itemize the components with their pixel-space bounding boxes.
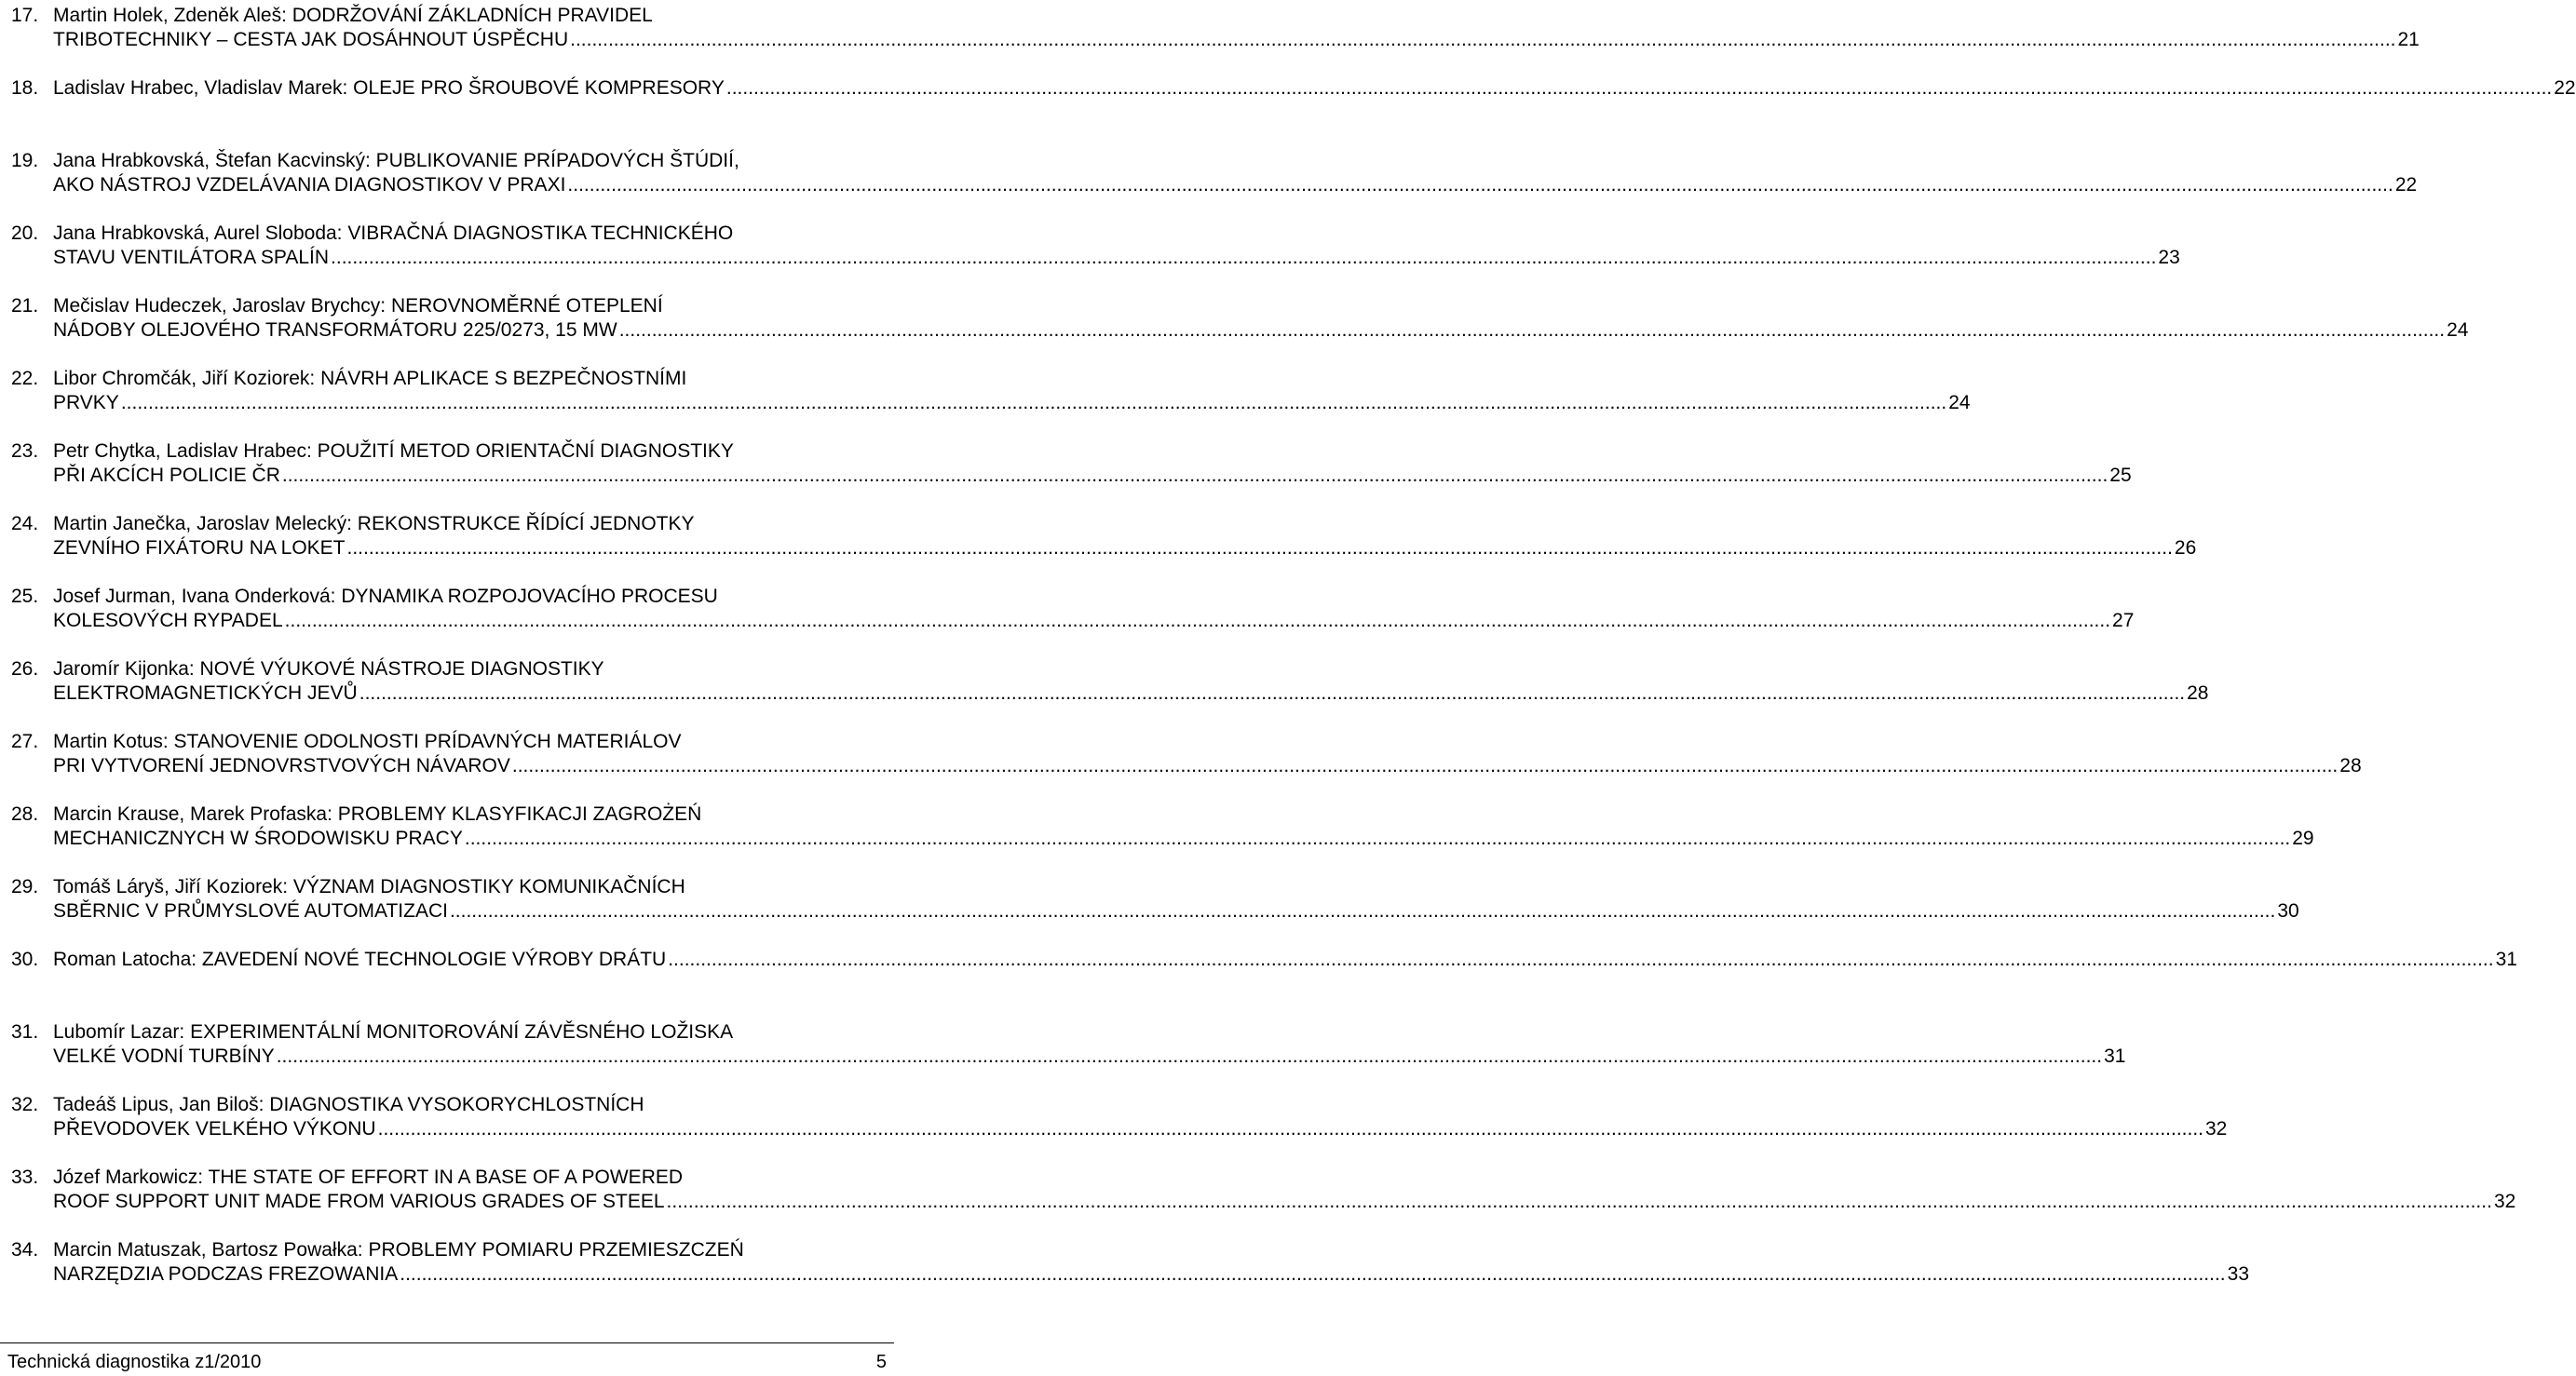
toc-entry-body <box>53 149 2418 197</box>
toc-entry-number: 24. <box>11 513 39 534</box>
toc-entry-number: 33. <box>11 1167 39 1188</box>
dot-leader <box>331 246 2156 270</box>
toc-entry-title-line: Martin Kotus: STANOVENIE ODOLNOSTI PRÍDAVNÝCH MATERIÁLOV <box>53 731 682 752</box>
toc-entry-title-line: MECHANICZNYCH W ŚRODOWISKU PRACY <box>53 828 463 849</box>
toc-entry-last-line <box>53 28 2420 52</box>
dot-leader <box>567 173 2393 197</box>
toc-entry[interactable] <box>0 4 2420 60</box>
toc-entry-title-line: Mečislav Hudeczek, Jaroslav Brychcy: NEROVNOMĚRNÉ OTEPLENÍ <box>53 295 663 317</box>
toc-entry-title-line: Roman Latocha: ZAVEDENÍ NOVÉ TECHNOLOGIE VÝROBY DRÁTU <box>53 949 667 970</box>
toc-entry[interactable] <box>0 875 2299 931</box>
toc-entry-title-line: TRIBOTECHNIKY – CESTA JAK DOSÁHNOUT ÚSPĚCHU <box>53 29 569 50</box>
toc-entry-title-line: Libor Chromčák, Jiří Koziorek: NÁVRH APLIKACE S BEZPEČNOSTNÍMI <box>53 368 687 389</box>
toc-entry-title-line: PŘI AKCÍCH POLICIE ČR <box>53 465 280 486</box>
footer-divider <box>0 1342 894 1343</box>
toc-entry-title-line: Jana Hrabkovská, Štefan Kacvinský: PUBLIKOVANIE PRÍPADOVÝCH ŠTÚDIÍ, <box>53 150 739 171</box>
toc-entry-page: 28 <box>2187 682 2209 704</box>
dot-leader <box>465 827 2290 851</box>
toc-entry[interactable] <box>0 585 2135 641</box>
toc-entry-number: 26. <box>11 658 39 680</box>
toc-entry-title-line: Marcin Matuszak, Bartosz Powałka: PROBLEMY POMIARU PRZEMIESZCZEŃ <box>53 1239 744 1261</box>
toc-entry[interactable] <box>0 1238 2249 1294</box>
toc-entry-body <box>53 4 2420 52</box>
toc-entry-title-line: AKO NÁSTROJ VZDELÁVANIA DIAGNOSTIKOV V PRAXI <box>53 174 566 196</box>
toc-entry-number: 29. <box>11 876 39 897</box>
toc-entry-number: 34. <box>11 1239 39 1261</box>
toc-entry[interactable] <box>0 948 2517 1004</box>
dot-leader <box>378 1117 2203 1141</box>
toc-entry-page: 27 <box>2112 610 2135 631</box>
toc-entry-page: 24 <box>1948 392 1971 413</box>
toc-entry-title-line: ROOF SUPPORT UNIT MADE FROM VARIOUS GRADES OF STEEL <box>53 1191 665 1212</box>
toc-entry-number: 30. <box>11 949 39 970</box>
toc-entry-body <box>53 222 2180 270</box>
toc-entry-page: 29 <box>2292 828 2314 849</box>
toc-entry-body <box>53 875 2299 924</box>
toc-entry[interactable] <box>0 1093 2228 1149</box>
toc-entry-body <box>53 657 2209 706</box>
toc-entry-page: 23 <box>2158 247 2180 268</box>
toc-entry-number: 17. <box>11 5 39 26</box>
dot-leader <box>450 899 2275 924</box>
toc-entry-body <box>53 1020 2126 1069</box>
toc-entry-body <box>53 1166 2516 1214</box>
toc-entry-title-line: Josef Jurman, Ivana Onderková: DYNAMIKA ROZPOJOVACÍHO PROCESU <box>53 586 718 607</box>
toc-entry-last-line <box>53 609 2135 633</box>
dot-leader <box>512 754 2338 778</box>
dot-leader <box>285 609 2110 633</box>
toc-entry-title-line: Petr Chytka, Ladislav Hrabec: POUŽITÍ METOD ORIENTAČNÍ DIAGNOSTIKY <box>53 440 734 462</box>
toc-entry-page: 31 <box>2104 1045 2126 1067</box>
dot-leader <box>668 948 2493 972</box>
toc-entry-number: 31. <box>11 1021 39 1043</box>
toc-entry-last-line <box>53 318 2469 343</box>
toc-entry-title-line: Tomáš Láryš, Jiří Koziorek: VÝZNAM DIAGNOSTIKY KOMUNIKAČNÍCH <box>53 876 685 897</box>
toc-entry-last-line <box>53 536 2197 560</box>
toc-entry[interactable] <box>0 367 1971 423</box>
toc-entry[interactable] <box>0 803 2314 858</box>
toc-entry-last-line <box>53 1190 2516 1214</box>
toc-entry-last-line <box>53 1045 2126 1069</box>
toc-entry-body <box>53 512 2197 560</box>
toc-entry-title-line: SBĚRNIC V PRŮMYSLOVÉ AUTOMATIZACI <box>53 900 448 922</box>
toc-entry-title-line: Tadeáš Lipus, Jan Biloš: DIAGNOSTIKA VYSOKORYCHLOSTNÍCH <box>53 1094 644 1115</box>
toc-entry-last-line <box>53 681 2209 706</box>
toc-entry-last-line <box>53 1117 2228 1141</box>
toc-entry-title-line: Martin Holek, Zdeněk Aleš: DODRŽOVÁNÍ ZÁKLADNÍCH PRAVIDEL <box>53 5 653 26</box>
toc-entry-page: 30 <box>2277 900 2299 922</box>
dot-leader <box>726 76 2552 101</box>
toc-entry-body <box>53 294 2469 343</box>
toc-entry-last-line <box>53 754 2362 778</box>
toc-entry-last-line <box>53 948 2517 972</box>
toc-entry[interactable] <box>0 730 2362 786</box>
toc-entry-page: 31 <box>2495 949 2517 970</box>
toc-entry-page: 33 <box>2227 1263 2249 1285</box>
toc-entry-title-line: Jana Hrabkovská, Aurel Sloboda: VIBRAČNÁ DIAGNOSTIKA TECHNICKÉHO <box>53 223 734 244</box>
dot-leader <box>282 464 2108 488</box>
toc-entry-last-line <box>53 246 2180 270</box>
toc-entry-title-line: STAVU VENTILÁTORA SPALÍN <box>53 247 330 268</box>
toc-entry-number: 20. <box>11 223 39 244</box>
toc-entry-title-line: Martin Janečka, Jaroslav Melecký: REKONSTRUKCE ŘÍDÍCÍ JEDNOTKY <box>53 513 695 534</box>
toc-entry[interactable] <box>0 657 2209 713</box>
toc-entry[interactable] <box>0 76 2576 132</box>
toc-entry-title-line: NÁDOBY OLEJOVÉHO TRANSFORMÁTORU 225/0273, 15 MW <box>53 319 617 341</box>
dot-leader <box>347 536 2173 560</box>
toc-entry[interactable] <box>0 1166 2516 1221</box>
toc-entry-body <box>53 76 2576 101</box>
toc-entry-body <box>53 1238 2249 1287</box>
toc-entry-title-line: PRI VYTVORENÍ JEDNOVRSTVOVÝCH NÁVAROV <box>53 755 510 776</box>
toc-entry-page: 26 <box>2174 537 2197 559</box>
toc-entry-page: 32 <box>2205 1118 2228 1140</box>
toc-entry[interactable] <box>0 222 2180 277</box>
toc-entry[interactable] <box>0 1020 2126 1076</box>
toc-entry-title-line: VELKÉ VODNÍ TURBÍNY <box>53 1045 275 1067</box>
toc-entry-last-line <box>53 1262 2249 1287</box>
dot-leader <box>359 681 2185 706</box>
toc-entry-number: 19. <box>11 150 39 171</box>
toc-entry-number: 18. <box>11 77 39 99</box>
dot-leader <box>570 28 2395 52</box>
toc-entry-last-line <box>53 827 2314 851</box>
toc-entry-body <box>53 439 2132 488</box>
toc-entry-number: 28. <box>11 803 39 825</box>
toc-entry-page: 32 <box>2493 1191 2516 1212</box>
toc-entry-number: 25. <box>11 586 39 607</box>
toc-entry-page: 28 <box>2339 755 2362 776</box>
toc-entry-title-line: Lubomír Lazar: EXPERIMENTÁLNÍ MONITOROVÁNÍ ZÁVĚSNÉHO LOŽISKA <box>53 1021 734 1043</box>
toc-entry-body <box>53 585 2135 633</box>
toc-entry-number: 21. <box>11 295 39 317</box>
toc-entry-title-line: ELEKTROMAGNETICKÝCH JEVŮ <box>53 682 358 704</box>
toc-entry-body <box>53 1093 2228 1141</box>
toc-entry[interactable] <box>0 439 2132 495</box>
toc-entry-body <box>53 803 2314 851</box>
toc-entry-page: 21 <box>2397 29 2420 50</box>
toc-entry-title-line: KOLESOVÝCH RYPADEL <box>53 610 283 631</box>
toc-entry[interactable] <box>0 512 2197 568</box>
toc-entry[interactable] <box>0 294 2469 350</box>
toc-entry-page: 22 <box>2554 77 2576 99</box>
toc-entry-body <box>53 367 1971 415</box>
toc-entry-body <box>53 948 2517 972</box>
toc-entry-last-line <box>53 391 1971 415</box>
dot-leader <box>667 1190 2492 1214</box>
toc-entry[interactable] <box>0 149 2418 205</box>
toc-entry-number: 27. <box>11 731 39 752</box>
toc-entry-title-line: Marcin Krause, Marek Profaska: PROBLEMY KLASYFIKACJI ZAGROŻEŃ <box>53 803 702 825</box>
toc-entry-title-line: Józef Markowicz: THE STATE OF EFFORT IN A BASE OF A POWERED <box>53 1167 684 1188</box>
toc-entry-last-line <box>53 464 2132 488</box>
toc-entry-last-line <box>53 899 2299 924</box>
toc-entry-title-line: PRVKY <box>53 392 119 413</box>
toc-entry-last-line <box>53 173 2418 197</box>
toc-entry-title-line: NARZĘDZIA PODCZAS FREZOWANIA <box>53 1263 399 1285</box>
toc-entry-title-line: ZEVNÍHO FIXÁTORU NA LOKET <box>53 537 346 559</box>
toc-entry-number: 23. <box>11 440 39 462</box>
toc-entry-last-line <box>53 76 2576 101</box>
toc-entry-body <box>53 730 2362 778</box>
dot-leader <box>619 318 2445 343</box>
dot-leader <box>277 1045 2102 1069</box>
toc-entry-number: 32. <box>11 1094 39 1115</box>
toc-entry-page: 25 <box>2109 465 2132 486</box>
dot-leader <box>400 1262 2225 1287</box>
toc-entry-title-line: Jaromír Kijonka: NOVÉ VÝUKOVÉ NÁSTROJE DIAGNOSTIKY <box>53 658 604 680</box>
toc-entry-title-line: PŘEVODOVEK VELKÉHO VÝKONU <box>53 1118 376 1140</box>
toc-entry-page: 24 <box>2447 319 2469 341</box>
toc-entry-number: 22. <box>11 368 39 389</box>
dot-leader <box>121 391 1946 415</box>
footer-journal-title: Technická diagnostika z1/2010 <box>7 1352 262 1372</box>
toc-entry-page: 22 <box>2394 174 2418 196</box>
toc-entry-title-line: Ladislav Hrabec, Vladislav Marek: OLEJE PRO ŠROUBOVÉ KOMPRESORY <box>53 77 725 99</box>
footer-page-number: 5 <box>875 1352 887 1372</box>
